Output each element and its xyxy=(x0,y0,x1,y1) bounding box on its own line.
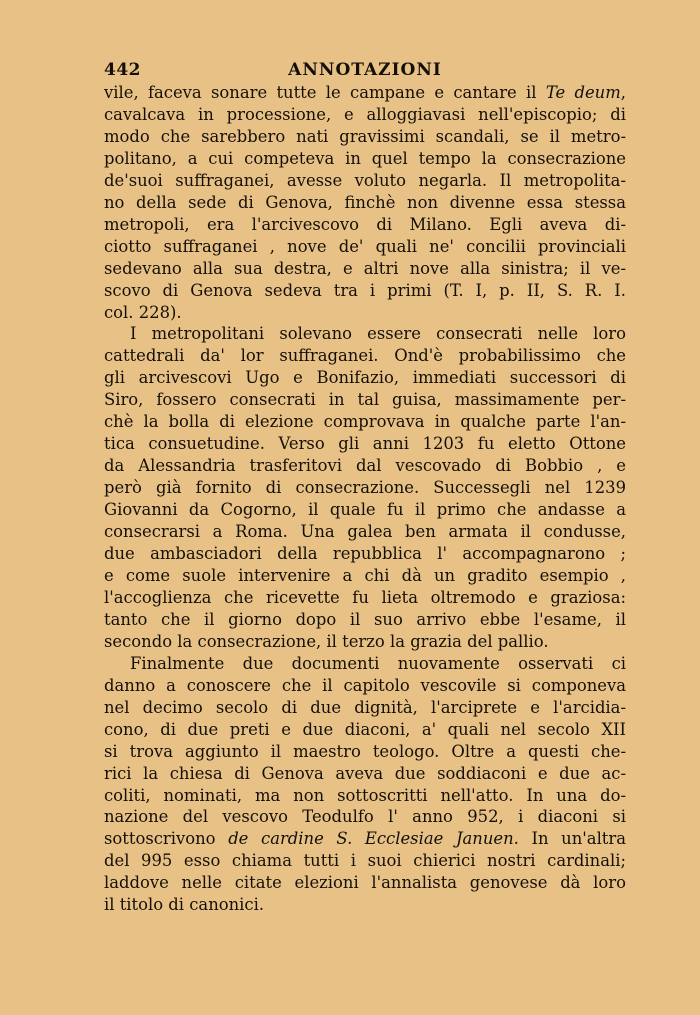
text-line: politano, a cui competeva in quel tempo la consecrazione xyxy=(104,148,626,168)
text-line: però già fornito di consecrazione. Successegli nel 1239 xyxy=(104,478,626,498)
text-line: Giovanni da Cogorno, il quale fu il primo che andasse a xyxy=(104,500,626,520)
paragraph xyxy=(104,653,626,916)
text-line: nazione del vescovo Teodulfo l' anno 952, i diaconi si xyxy=(104,807,626,827)
text-line: cavalcava in processione, e alloggiavasi nell'episcopio; di xyxy=(104,104,626,124)
text-line: rici la chiesa di Genova aveva due soddiaconi e due ac- xyxy=(104,763,626,783)
text-line: secondo la consecrazione, il terzo la grazia del pallio. xyxy=(104,631,549,651)
body-text xyxy=(104,82,626,916)
text-line: e come suole intervenire a chi dà un gradito esempio , xyxy=(104,565,626,585)
text-line: no della sede di Genova, finchè non divenne essa stessa xyxy=(104,192,626,212)
text-line: ciotto suffraganei , nove de' quali ne' concilii provinciali xyxy=(104,236,626,256)
text-line: chè la bolla di elezione comprovava in qualche parte l'an- xyxy=(104,412,626,432)
text-line: laddove nelle citate elezioni l'annalista genovese dà loro xyxy=(104,873,626,893)
text-line: cattedrali da' lor suffraganei. Ond'è probabilissimo che xyxy=(104,346,626,366)
text-line: cono, di due preti e due diaconi, a' quali nel secolo XII xyxy=(104,719,626,739)
text-line: sedevano alla sua destra, e altri nove alla sinistra; il ve- xyxy=(104,258,626,278)
text-line: sottoscrivono de cardine S. Ecclesiae Januen. In un'altra xyxy=(104,829,627,849)
text-line: I metropolitani solevano essere consecrati nelle loro xyxy=(130,324,626,344)
text-line: consecrarsi a Roma. Una galea ben armata il condusse, xyxy=(104,522,626,542)
text-line: Finalmente due documenti nuovamente osservati ci xyxy=(130,653,626,673)
text-line: de'suoi suffraganei, avesse voluto negarla. Il metropolita- xyxy=(104,170,626,190)
page-number: 442 xyxy=(104,60,141,80)
text-line: danno a conoscere che il capitolo vescovile si componeva xyxy=(104,675,626,695)
text-line: modo che sarebbero nati gravissimi scandali, se il metro- xyxy=(104,126,626,146)
text-line: del 995 esso chiama tutti i suoi chierici nostri cardinali; xyxy=(104,851,626,871)
text-line: l'accoglienza che ricevette fu lieta oltremodo e graziosa: xyxy=(104,587,626,607)
book-page xyxy=(104,60,626,916)
text-line: due ambasciadori della repubblica l' accompagnarono ; xyxy=(104,544,626,564)
section-title: ANNOTAZIONI xyxy=(288,60,442,80)
paragraph xyxy=(104,82,626,323)
text-line: metropoli, era l'arcivescovo di Milano. Egli aveva di- xyxy=(104,214,626,234)
text-line: si trova aggiunto il maestro teologo. Oltre a questi che- xyxy=(104,741,626,761)
text-line: vile, faceva sonare tutte le campane e cantare il Te deum, xyxy=(104,83,626,102)
text-line: nel decimo secolo di due dignità, l'arciprete e l'arcidia- xyxy=(104,697,626,717)
text-line: scovo di Genova sedeva tra i primi (T. I, p. II, S. R. I. xyxy=(104,280,626,300)
text-line: tica consuetudine. Verso gli anni 1203 fu eletto Ottone xyxy=(104,434,626,454)
text-line: Siro, fossero consecrati in tal guisa, massimamente per- xyxy=(104,390,626,410)
text-line: da Alessandria trasferitovi dal vescovado di Bobbio , e xyxy=(104,456,626,476)
paragraph xyxy=(104,323,626,652)
text-line: il titolo di canonici. xyxy=(104,895,265,915)
text-line: coliti, nominati, ma non sottoscritti nell'atto. In una do- xyxy=(104,785,626,805)
running-head xyxy=(104,60,626,82)
text-line: tanto che il giorno dopo il suo arrivo ebbe l'esame, il xyxy=(104,609,626,629)
text-line: col. 228). xyxy=(104,302,182,322)
text-line: gli arcivescovi Ugo e Bonifazio, immediati successori di xyxy=(104,368,626,388)
